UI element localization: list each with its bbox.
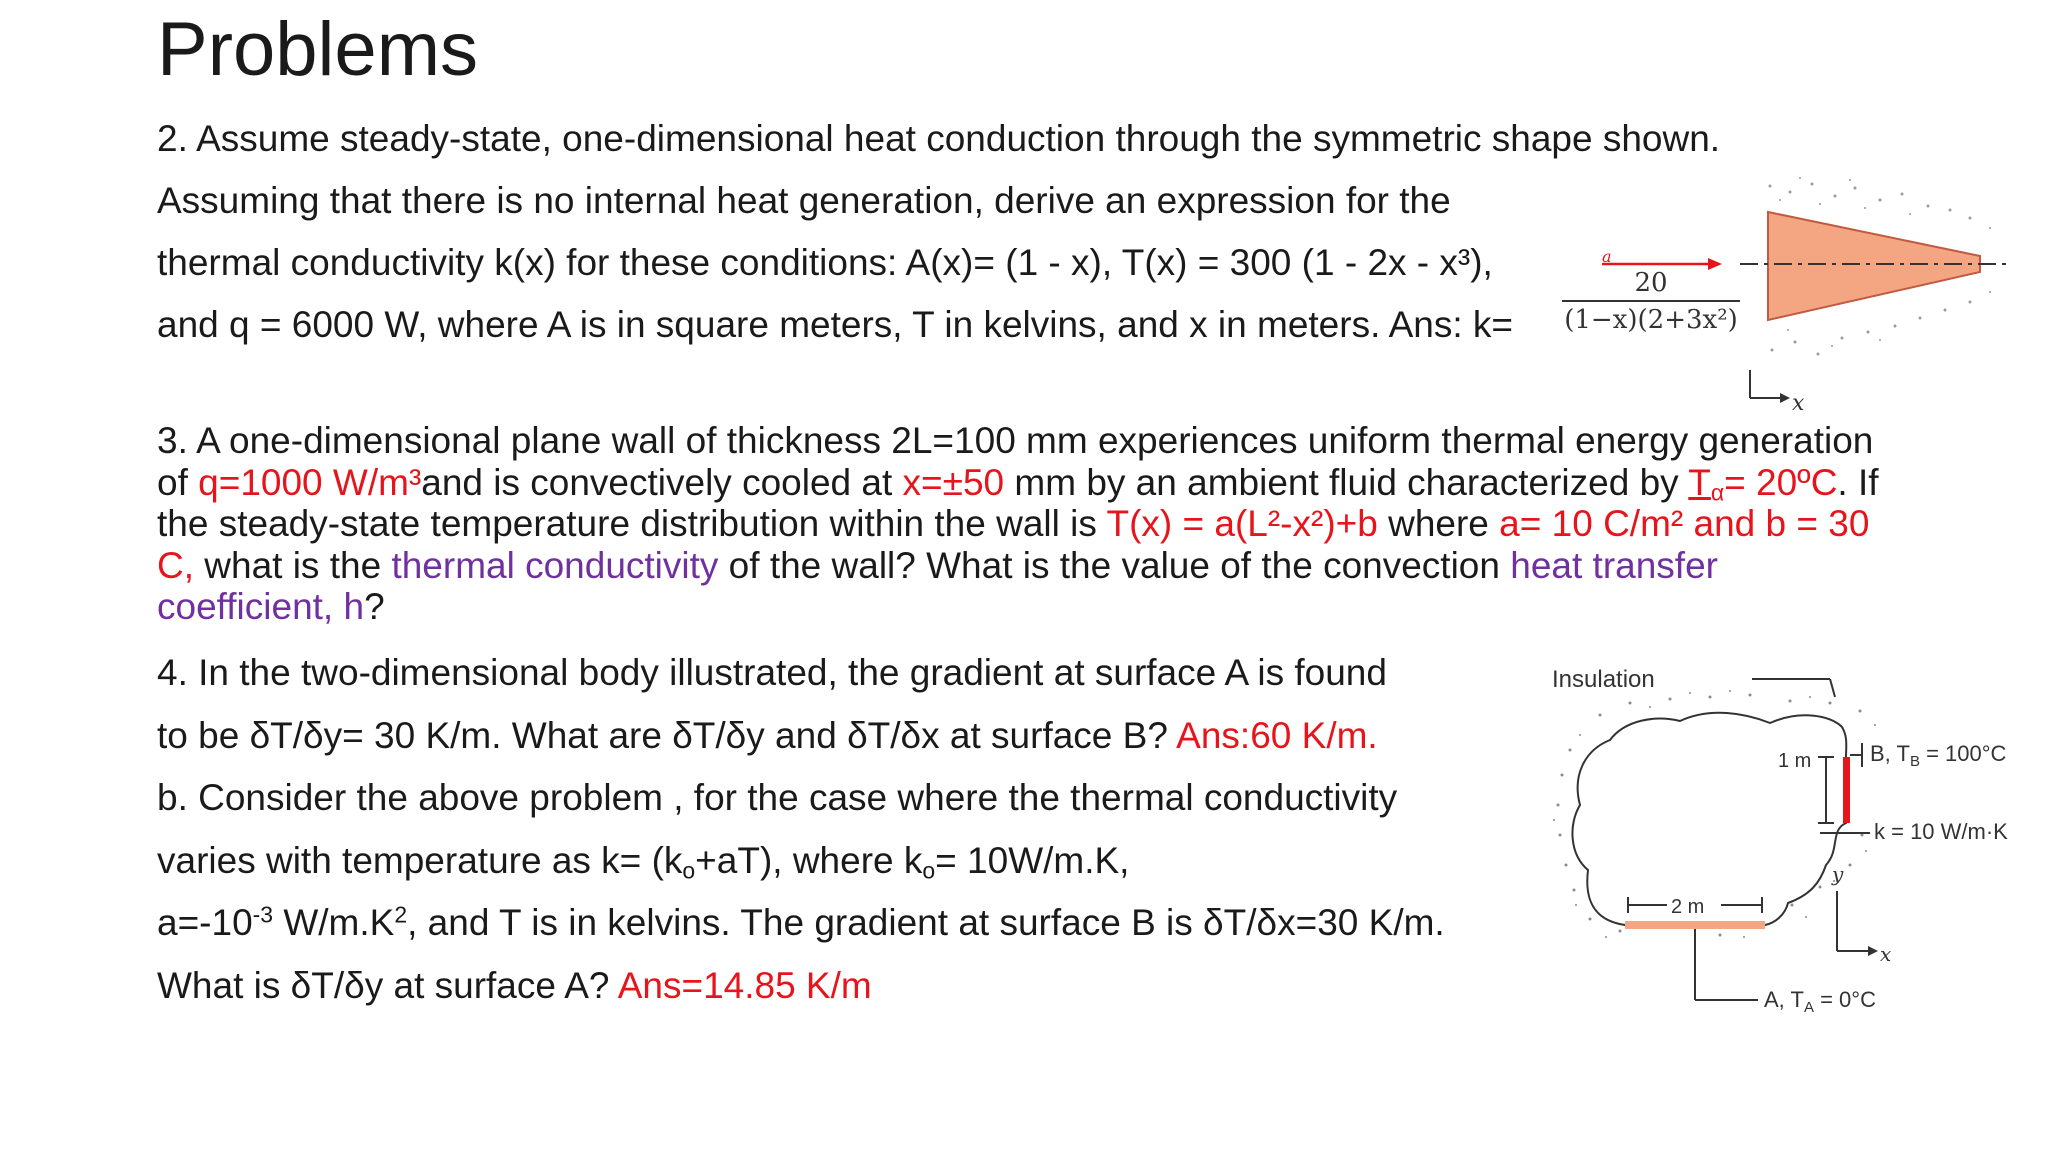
- x-label: x: [1792, 391, 1805, 416]
- problem-3-line-4: [157, 545, 1879, 587]
- subscript: o: [922, 857, 936, 884]
- fraction-denominator: (1−x)(2+3x²): [1564, 305, 1738, 335]
- heat-generation-value: q=1000 W/m³: [198, 461, 422, 503]
- surface-a: [1625, 921, 1765, 929]
- ambient-temp-value: = 20ºC: [1724, 461, 1838, 503]
- b-label-value: = 100°C: [1919, 741, 2007, 766]
- x-axis-arrowhead: [1868, 946, 1878, 956]
- problem-3-line-1: [157, 420, 1879, 462]
- problem-4-line-4: [157, 830, 1445, 893]
- insulation-leader-drop: [1830, 679, 1835, 697]
- problem-2: [157, 108, 1720, 356]
- problem-2-line-4: and q = 6000 W, where A is in square meters, T in kelvins, and x in meters. Ans: k=: [157, 304, 1514, 345]
- coefficient-h-term: coefficient, h: [157, 586, 365, 627]
- two-m-label: 2 m: [1671, 896, 1705, 918]
- a-arrow-head: [1708, 258, 1722, 270]
- cone-shape: [1768, 212, 1980, 320]
- a-label-subscript: A: [1803, 999, 1814, 1016]
- problem-3: [157, 420, 1879, 628]
- two-dimensional-body-figure: [1530, 655, 2020, 1025]
- problem-3-line-2: [157, 462, 1879, 504]
- constants-a-b: a= 10 C/m² and b = 30: [1499, 503, 1870, 544]
- temperature-distribution: T(x) = a(L²-x²)+b: [1106, 503, 1378, 544]
- a-label-text: A, T: [1764, 987, 1804, 1012]
- text: W/m.K: [273, 902, 395, 943]
- text: what is the: [194, 544, 392, 586]
- surface-b: [1843, 757, 1850, 823]
- cone-figure: [1550, 170, 2020, 420]
- superscript: 2: [394, 901, 408, 928]
- a-label: a: [1602, 247, 1612, 266]
- problem-4-line-3: b. Consider the above problem , for the case where the thermal conductivity: [157, 777, 1398, 818]
- text: = 10W/m.K,: [935, 839, 1130, 881]
- problem-4: [157, 642, 1445, 1017]
- text: 3. A one-dimensional plane wall of thickness 2L=100 mm experiences uniform thermal energy generation: [157, 420, 1874, 461]
- one-m-label: 1 m: [1778, 750, 1812, 772]
- text: of: [157, 461, 199, 503]
- b-label-subscript: B: [1909, 753, 1920, 770]
- text: , and T is in kelvins. The gradient at surface B is δT/δx=30 K/m.: [407, 902, 1445, 943]
- problem-4-line-1: 4. In the two-dimensional body illustrated, the gradient at surface A is found: [157, 652, 1387, 693]
- text: mm by an ambient fluid characterized by: [1004, 461, 1689, 503]
- text: the steady-state temperature distribution within the wall is: [157, 503, 1107, 544]
- text: and is convectively cooled at: [421, 461, 903, 503]
- x-label: x: [1880, 942, 1892, 966]
- x-axis-arrowhead: [1780, 393, 1790, 403]
- b-label: [1870, 741, 2007, 770]
- fraction-numerator: 20: [1634, 268, 1668, 298]
- problem-4-line-2: [157, 705, 1445, 768]
- text: . If: [1837, 461, 1879, 503]
- text: varies with temperature as k= (k: [157, 839, 683, 881]
- problem-4-line-6: [157, 955, 1445, 1018]
- y-label: y: [1832, 862, 1844, 886]
- a-label: [1764, 987, 1876, 1016]
- problem-2-line-3: thermal conductivity k(x) for these conditions: A(x)= (1 - x), T(x) = 300 (1 - 2x - x³),: [157, 242, 1493, 283]
- heat-transfer-term: heat transfer: [1510, 544, 1718, 586]
- text: What is δT/δy at surface A?: [157, 964, 618, 1006]
- insulation-label: Insulation: [1552, 666, 1655, 693]
- text: of the wall? What is the value of the convection: [718, 544, 1511, 586]
- text: where: [1377, 503, 1500, 544]
- answer-4a: Ans:60 K/m.: [1176, 714, 1378, 756]
- slide-title: Problems: [157, 7, 478, 92]
- thermal-conductivity-term: thermal conductivity: [391, 544, 719, 586]
- superscript: -3: [252, 901, 274, 928]
- b-label-text: B, T: [1870, 741, 1910, 766]
- a-label-value: = 0°C: [1813, 987, 1876, 1012]
- problem-3-line-3: [157, 503, 1879, 545]
- text: +aT), where k: [695, 839, 923, 881]
- constant-b-unit: C,: [157, 544, 194, 586]
- problem-3-line-5: [157, 586, 1879, 628]
- boundary-position: x=±50: [902, 461, 1005, 503]
- problem-4-line-5: [157, 892, 1445, 955]
- k-label: k = 10 W/m·K: [1874, 819, 2008, 844]
- text: to be δT/δy= 30 K/m. What are δT/δy and δT/δx at surface B?: [157, 714, 1177, 756]
- subscript: o: [682, 857, 696, 884]
- answer-4b: Ans=14.85 K/m: [617, 964, 872, 1006]
- problem-2-line-1: 2. Assume steady-state, one-dimensional heat conduction through the symmetric shape shown.: [157, 118, 1721, 159]
- ambient-temp-symbol: T: [1688, 461, 1711, 503]
- text: a=-10: [157, 902, 253, 943]
- text: ?: [364, 586, 385, 627]
- problem-2-line-2: Assuming that there is no internal heat generation, derive an expression for the: [157, 180, 1451, 221]
- ambient-temp-subscript: α: [1710, 479, 1725, 506]
